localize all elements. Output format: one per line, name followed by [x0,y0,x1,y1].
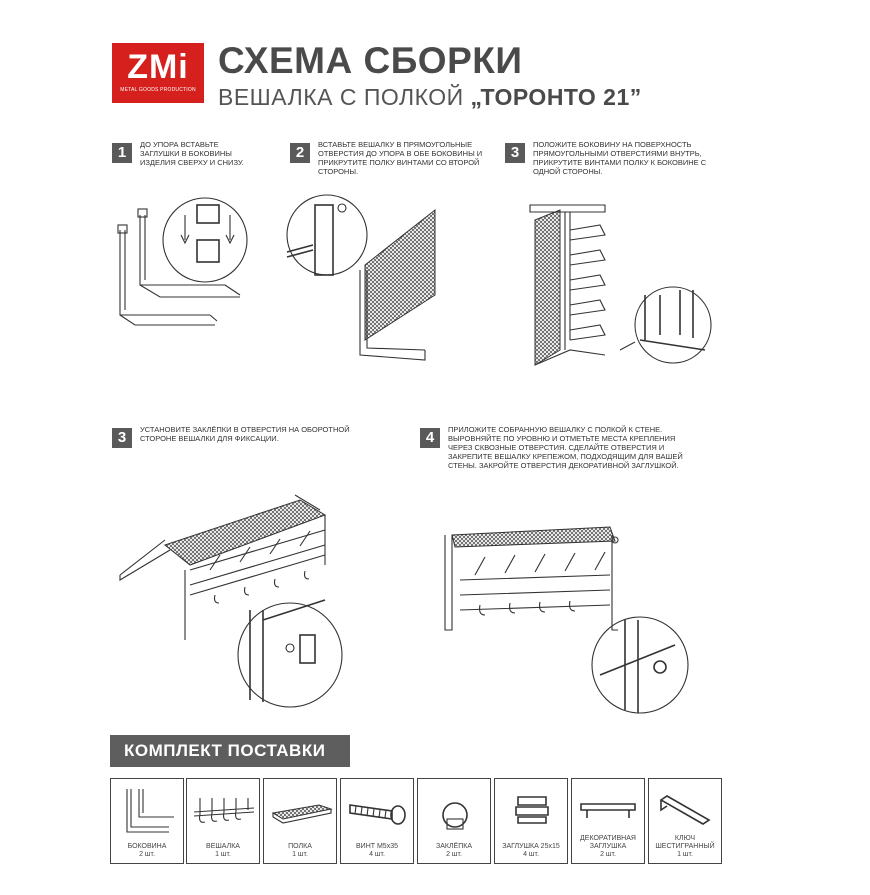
side-frame-icon [119,787,177,837]
kit-section-title: КОМПЛЕКТ ПОСТАВКИ [110,735,350,767]
hex-key-icon [657,794,715,828]
step3-illustration [525,190,715,375]
step5-illustration [440,505,690,715]
step1-illustration [105,185,265,345]
step-text: ДО УПОРА ВСТАВЬТЕ ЗАГЛУШКИ В БОКОВИНЫ ИЗДЕЛИЯ СВЕРХУ И СНИЗУ. [140,140,244,167]
kit-item-hook-rail [186,778,260,864]
kit-item-label: ДЕКОРАТИВНАЯ ЗАГЛУШКА 2 шт. [580,835,636,858]
plug-icon [510,791,554,829]
page-subtitle [218,84,642,111]
kit-item-screw [340,778,414,864]
step-text: ВСТАВЬТЕ ВЕШАЛКУ В ПРЯМОУГОЛЬНЫЕ ОТВЕРСТИЯ ДО УПОРА В ОБЕ БОКОВИНЫ И ПРИКРУТИТЕ ПОЛКУ ВИНТАМИ СО ВТОРОЙ СТОРОНЫ. [318,140,483,176]
step4-illustration [115,490,340,715]
product-type: ВЕШАЛКА С ПОЛКОЙ [218,84,464,110]
step-text: УСТАНОВИТЕ ЗАКЛЁПКИ В ОТВЕРСТИЯ НА ОБОРОТНОЙ СТОРОНЕ ВЕШАЛКИ ДЛЯ ФИКСАЦИИ. [140,425,350,443]
step-text: ПОЛОЖИТЕ БОКОВИНУ НА ПОВЕРХНОСТЬ ПРЯМОУГОЛЬНЫМИ ОТВЕРСТИЯМИ ВНУТРЬ, ПРИКРУТИТЕ ВИНТАМИ ПОЛКУ К БОКОВИНЕ С ОДНОЙ СТОРОНЫ. [533,140,707,176]
step-number: 3 [505,143,525,163]
kit-item-label: ПОЛКА 1 шт. [288,843,312,858]
kit-item-shelf [263,778,337,864]
logo-subtext: METAL GOODS PRODUCTION [120,87,196,93]
product-model: „ТОРОНТО 21” [470,84,642,110]
kit-item-plug [494,778,568,864]
decorative-cap-icon [577,794,641,824]
kit-item-rivet [417,778,491,864]
kit-item-label: БОКОВИНА 2 шт. [127,843,167,858]
kit-item-label: ЗАГЛУШКА 25х15 4 шт. [502,843,560,858]
kit-item-hex-key [648,778,722,864]
step-text: ПРИЛОЖИТЕ СОБРАННУЮ ВЕШАЛКУ С ПОЛКОЙ К СТЕНЕ. ВЫРОВНЯЙТЕ ПО УРОВНЮ И ОТМЕТЬТЕ МЕСТА КРЕПЛЕНИЯ ЧЕРЕЗ СКВОЗНЫЕ ОТВЕРСТИЯ. СДЕЛАЙТЕ ОТВЕРСТИЯ И ЗАКРЕПИТЕ ВЕШАЛКУ КРЕПЕЖОМ, ПОДХОДЯЩИМ ДЛЯ ВАШЕЙ СТЕНЫ. ЗАКРОЙТЕ ОТВЕРСТИЯ ДЕКОРАТИВНОЙ ЗАГЛУШКОЙ. [448,425,683,470]
step-number: 2 [290,143,310,163]
kit-item-label: КЛЮЧ ШЕСТИГРАННЫЙ 1 шт. [655,835,715,858]
step-number: 4 [420,428,440,448]
page-title: СХЕМА СБОРКИ [218,40,523,81]
rivet-icon [433,797,477,831]
kit-item-side-frame [110,778,184,864]
step-number: 1 [112,143,132,163]
kit-item-decorative-cap [571,778,645,864]
hook-rail-icon [192,794,256,834]
brand-logo [112,43,204,103]
shelf-icon [269,799,333,829]
kit-item-label: ВЕШАЛКА 1 шт. [206,843,240,858]
step2-illustration [285,190,460,370]
screw-icon [346,797,410,827]
step-number: 3 [112,428,132,448]
logo-text: ZMi [127,48,189,86]
kit-item-label: ЗАКЛЁПКА 2 шт. [435,843,473,858]
kit-item-label: ВИНТ М5х35 4 шт. [356,843,398,858]
